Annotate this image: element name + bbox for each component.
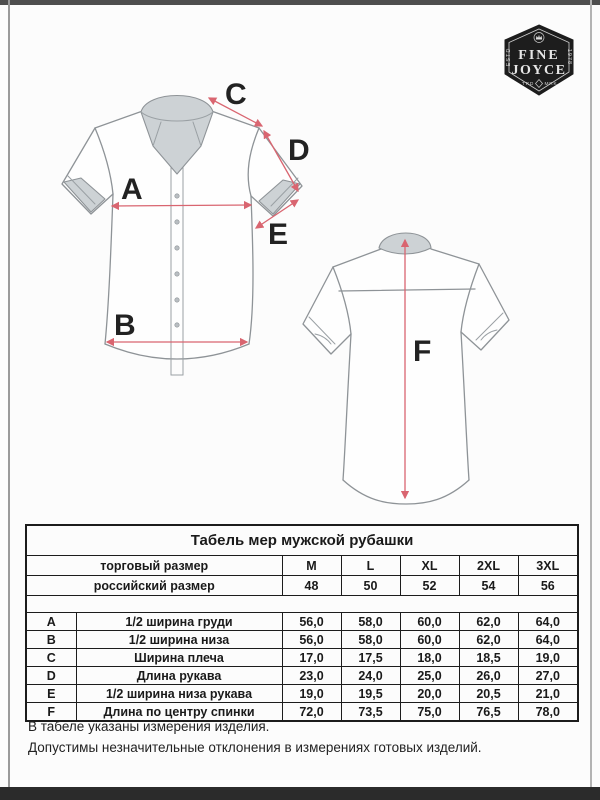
brand-name-line2: JOYCE (511, 63, 567, 78)
measure-value-cell: 58,0 (341, 613, 400, 631)
measure-letter-cell: B (26, 631, 76, 649)
measure-name-cell: 1/2 ширина груди (76, 613, 282, 631)
table-row (26, 631, 578, 649)
size-table (25, 524, 579, 722)
brand-badge (497, 24, 581, 96)
badge-year-text: 1978 (566, 48, 572, 66)
russian-size-value-cell: 56 (518, 576, 578, 596)
size-value-cell: M (282, 556, 341, 576)
measure-letter-cell: C (26, 649, 76, 667)
size-value-cell: L (341, 556, 400, 576)
measure-value-cell: 26,0 (459, 667, 518, 685)
measure-label-D: D (288, 134, 310, 167)
measure-value-cell: 17,5 (341, 649, 400, 667)
table-row (26, 613, 578, 631)
size-value-cell: 3XL (518, 556, 578, 576)
measure-name-cell: 1/2 ширина низа (76, 631, 282, 649)
measure-name-cell: Ширина плеча (76, 649, 282, 667)
measure-value-cell: 19,0 (282, 685, 341, 703)
measure-value-cell: 62,0 (459, 631, 518, 649)
measure-value-cell: 62,0 (459, 613, 518, 631)
measure-label-E: E (268, 218, 289, 251)
photo-edge-top (0, 0, 600, 5)
measure-value-cell: 17,0 (282, 649, 341, 667)
photo-edge-left (8, 0, 10, 800)
table-row (26, 576, 578, 596)
badge-trd-text: TRD (521, 82, 535, 87)
russian-size-value-cell: 52 (400, 576, 459, 596)
size-table-body (26, 525, 578, 721)
measure-value-cell: 64,0 (518, 631, 578, 649)
measure-value-cell: 56,0 (282, 631, 341, 649)
measure-label-A: A (121, 173, 143, 206)
brand-name-line1: FINE (518, 48, 560, 63)
measure-label-F: F (413, 335, 432, 368)
badge-estd-text: ESTD (506, 47, 512, 67)
measure-value-cell: 18,0 (400, 649, 459, 667)
spacer-cell (26, 596, 578, 613)
table-row (26, 525, 578, 556)
measure-value-cell: 60,0 (400, 613, 459, 631)
russian-size-value-cell: 48 (282, 576, 341, 596)
russian-size-value-cell: 50 (341, 576, 400, 596)
photo-edge-bottom (0, 787, 600, 800)
measure-name-cell: Длина рукава (76, 667, 282, 685)
measure-value-cell: 58,0 (341, 631, 400, 649)
measure-value-cell: 20,0 (400, 685, 459, 703)
measure-value-cell: 78,0 (518, 703, 578, 722)
badge-mrk-text: MRK (544, 82, 558, 87)
table-row (26, 667, 578, 685)
measure-value-cell: 64,0 (518, 613, 578, 631)
size-row-label-cell: торговый размер (26, 556, 282, 576)
footnote-line: В табеле указаны измерения изделия. (28, 719, 270, 734)
measure-value-cell: 19,5 (341, 685, 400, 703)
size-value-cell: 2XL (459, 556, 518, 576)
table-row (26, 596, 578, 613)
measure-value-cell: 20,5 (459, 685, 518, 703)
measure-value-cell: 25,0 (400, 667, 459, 685)
table-row (26, 649, 578, 667)
russian-row-label-cell: российский размер (26, 576, 282, 596)
measure-value-cell: 56,0 (282, 613, 341, 631)
size-value-cell: XL (400, 556, 459, 576)
measure-letter-cell: F (26, 703, 76, 722)
measure-value-cell: 23,0 (282, 667, 341, 685)
table-title-cell: Табель мер мужской рубашки (26, 525, 578, 556)
measure-value-cell: 76,5 (459, 703, 518, 722)
measure-value-cell: 21,0 (518, 685, 578, 703)
shirt-front-diagram (55, 78, 315, 390)
measure-value-cell: 73,5 (341, 703, 400, 722)
measure-value-cell: 72,0 (282, 703, 341, 722)
measure-letter-cell: D (26, 667, 76, 685)
measure-value-cell: 27,0 (518, 667, 578, 685)
measure-value-cell: 24,0 (341, 667, 400, 685)
russian-size-value-cell: 54 (459, 576, 518, 596)
measure-label-B: B (114, 309, 136, 342)
measure-name-cell: Длина по центру спинки (76, 703, 282, 722)
measure-value-cell: 19,0 (518, 649, 578, 667)
photo-edge-right (590, 0, 592, 800)
measure-label-C: C (225, 78, 247, 111)
footnotes (28, 716, 568, 758)
measure-value-cell: 60,0 (400, 631, 459, 649)
measure-letter-cell: A (26, 613, 76, 631)
measure-value-cell: 18,5 (459, 649, 518, 667)
measure-value-cell: 75,0 (400, 703, 459, 722)
footnote-line: Допустимы незначительные отклонения в измерениях готовых изделий. (28, 740, 482, 755)
measure-letter-cell: E (26, 685, 76, 703)
measure-name-cell: 1/2 ширина низа рукава (76, 685, 282, 703)
table-row (26, 556, 578, 576)
table-row (26, 685, 578, 703)
shirt-back-diagram (295, 222, 535, 514)
